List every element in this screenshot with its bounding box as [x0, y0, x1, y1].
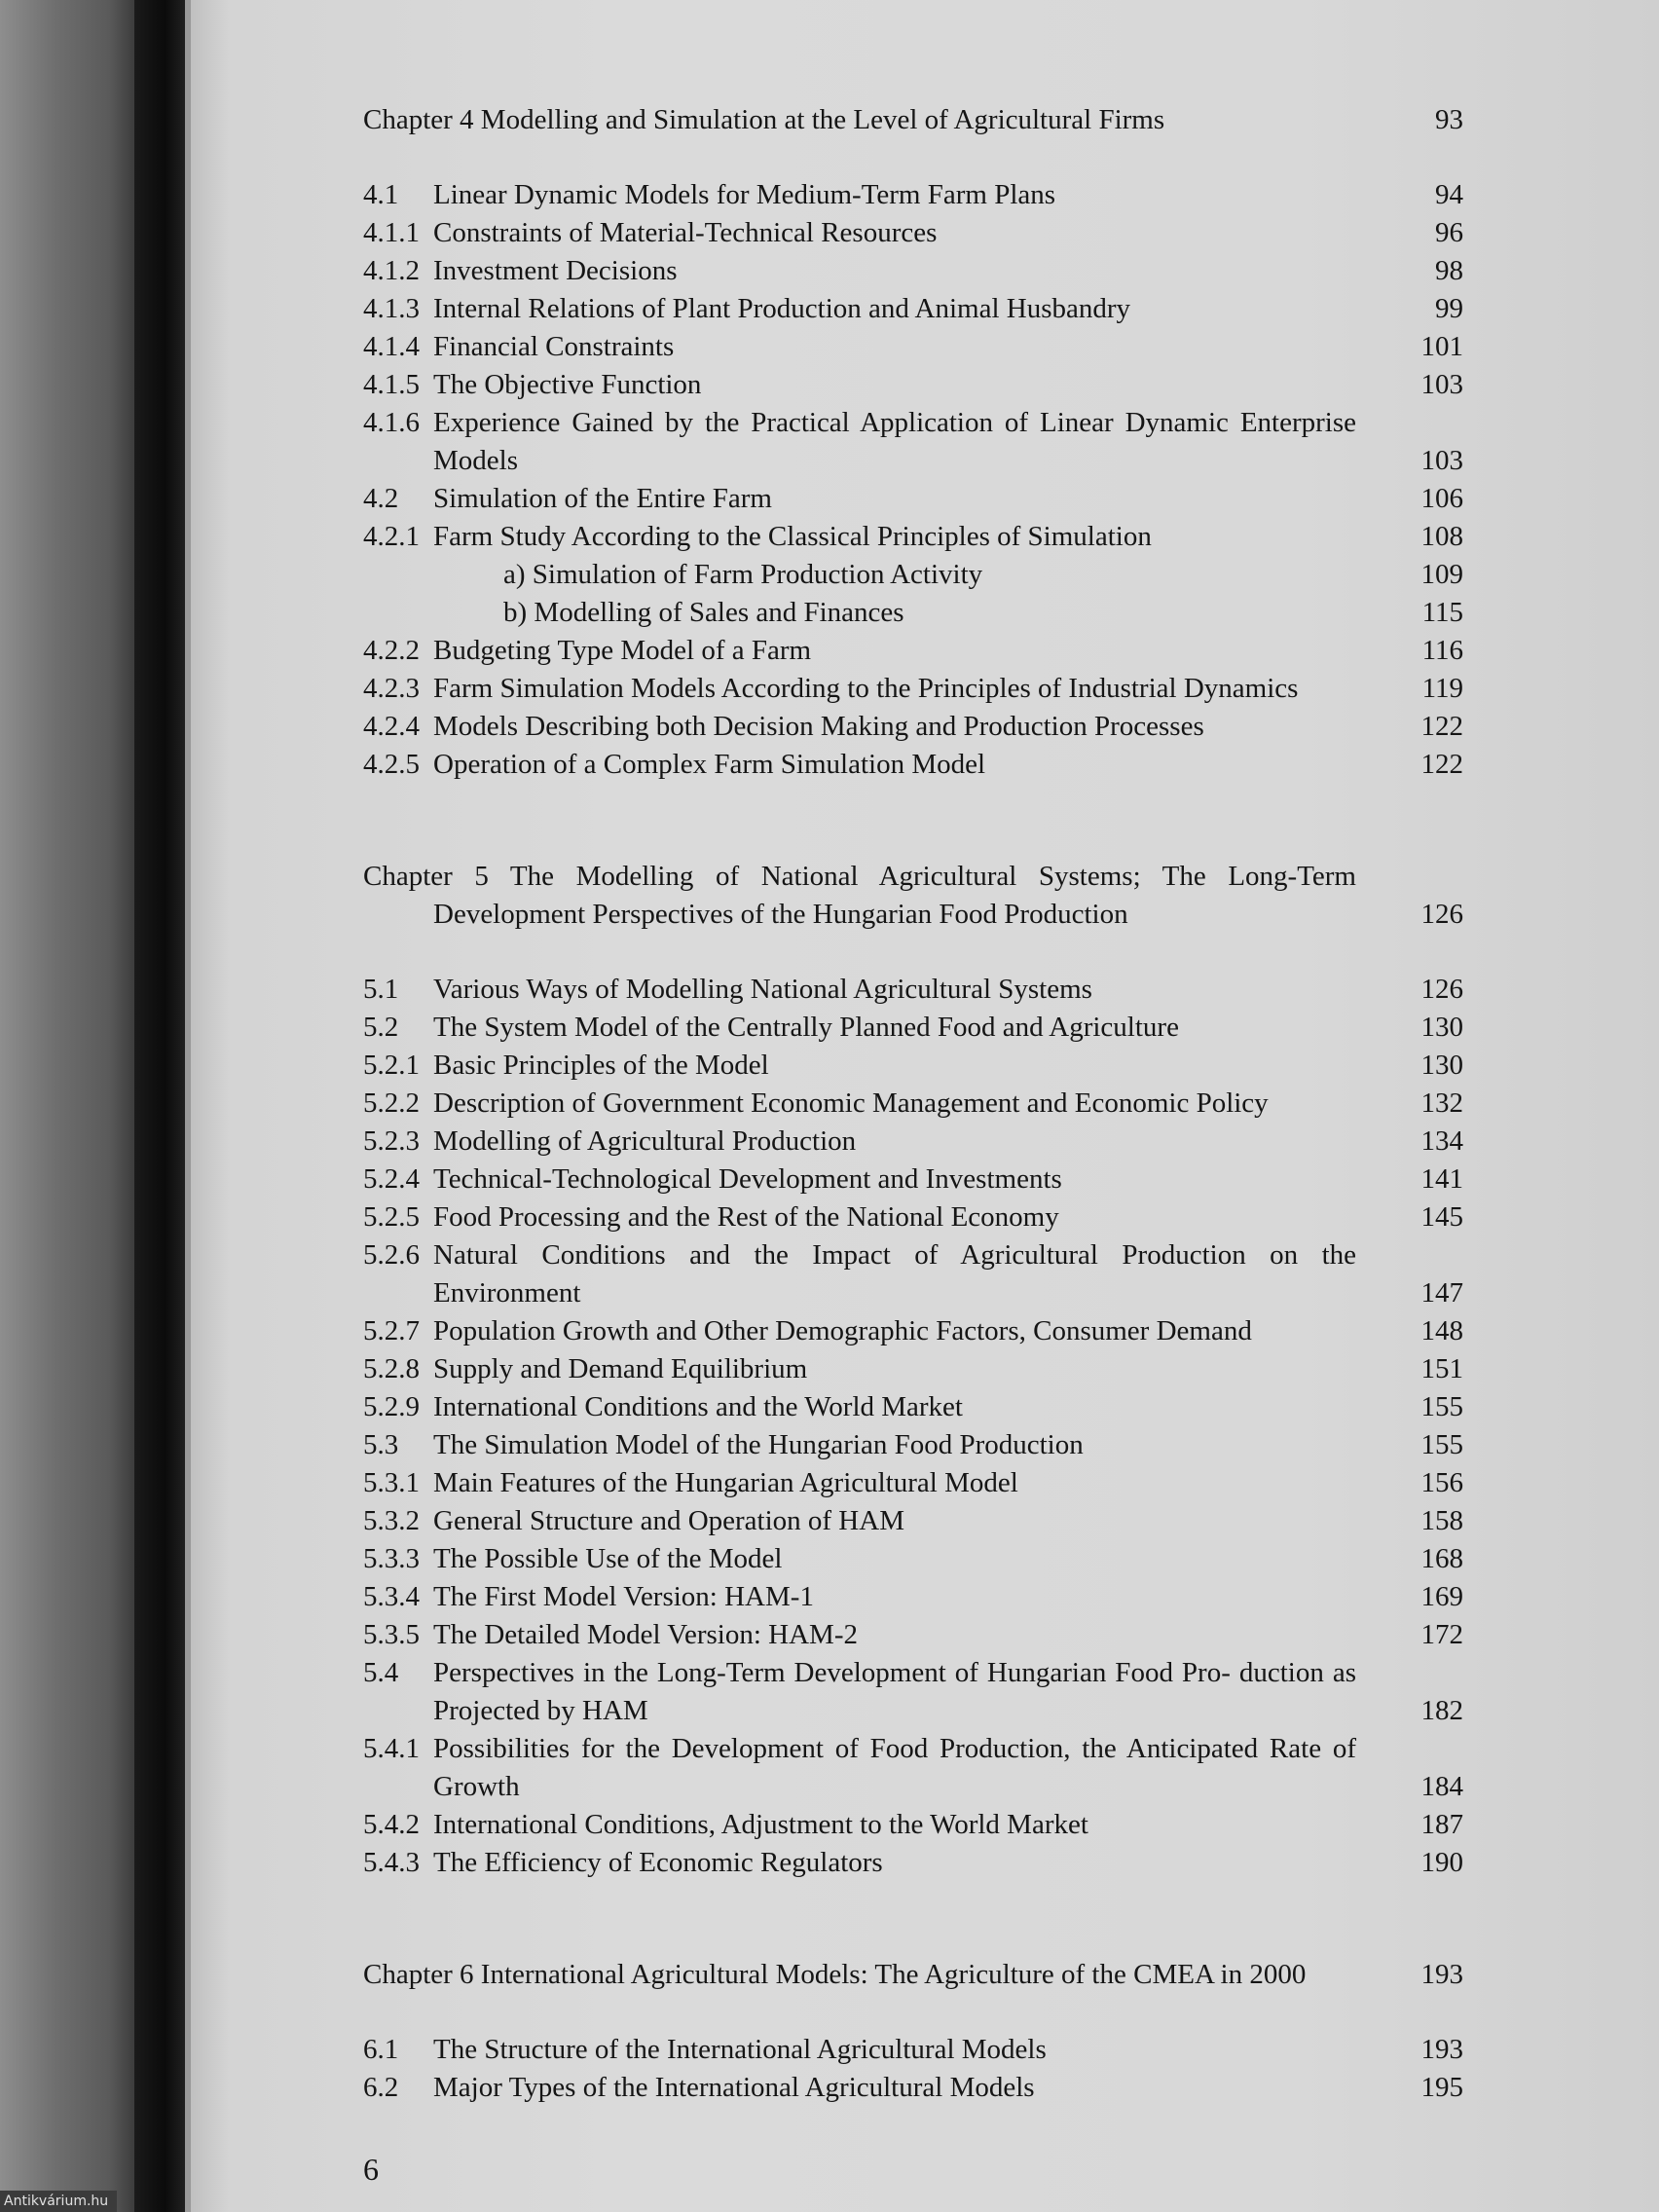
section-number: 5.4.2 — [363, 1809, 420, 1840]
section-title: Experience Gained by the Practical Application of Linear Dynamic Enterprise Models — [433, 407, 1356, 476]
section-number: 4.1.5 — [363, 369, 420, 400]
toc-entry — [363, 1198, 1463, 1236]
section-title: Main Features of the Hungarian Agricultural Model — [433, 1467, 1018, 1498]
section-page: 99 — [1435, 293, 1463, 324]
section-number: 4.2.1 — [363, 521, 420, 552]
section-title: The Structure of the International Agricultural Models — [433, 2034, 1047, 2065]
section-page: 130 — [1420, 1050, 1463, 1081]
section-page: 96 — [1435, 217, 1463, 248]
section-number: 5.2.3 — [363, 1125, 420, 1157]
toc-entry — [363, 594, 1463, 632]
section-title: The Simulation Model of the Hungarian Food Production — [433, 1429, 1084, 1460]
section-page: 116 — [1421, 635, 1463, 666]
toc-entry — [363, 1730, 1463, 1806]
section-page: 148 — [1420, 1315, 1463, 1346]
toc-entry — [363, 1312, 1463, 1350]
section-title: The First Model Version: HAM-1 — [433, 1581, 814, 1612]
section-number: 5.1 — [363, 974, 399, 1005]
section-page: 172 — [1420, 1619, 1463, 1650]
section-number: 4.2.3 — [363, 673, 420, 704]
section-page: 122 — [1420, 749, 1463, 780]
section-title: Internal Relations of Plant Production and Animal Husbandry — [433, 293, 1131, 324]
section-page: 158 — [1420, 1505, 1463, 1536]
toc-entry — [363, 1654, 1463, 1730]
section-title: a) Simulation of Farm Production Activity — [503, 559, 983, 590]
section-number: 4.2 — [363, 483, 399, 514]
toc-entry — [363, 1616, 1463, 1654]
section-title: International Conditions and the World Market — [433, 1391, 963, 1422]
section-number: 5.2.2 — [363, 1088, 420, 1119]
section-page: 145 — [1420, 1201, 1463, 1233]
section-number: 5.4 — [363, 1657, 399, 1688]
toc-entry — [363, 176, 1463, 214]
toc-entry — [363, 746, 1463, 784]
toc-entry — [363, 1806, 1463, 1844]
section-title: Linear Dynamic Models for Medium-Term Farm Plans — [433, 179, 1056, 210]
toc-entry — [363, 670, 1463, 708]
section-page: 155 — [1420, 1391, 1463, 1422]
section-number: 5.2.6 — [363, 1239, 420, 1271]
section-title: International Conditions, Adjustment to the World Market — [433, 1809, 1088, 1840]
section-number: 5.3.1 — [363, 1467, 420, 1498]
section-page: 126 — [1420, 974, 1463, 1005]
section-title: Constraints of Material-Technical Resources — [433, 217, 938, 248]
section-number: 5.4.1 — [363, 1733, 420, 1764]
section-page: 115 — [1421, 597, 1463, 628]
section-page: 195 — [1420, 2072, 1463, 2103]
section-title: Perspectives in the Long-Term Development of Hungarian Food Pro- duction as Projected by HAM — [433, 1657, 1356, 1726]
toc-entry — [363, 2069, 1463, 2107]
toc-entry — [363, 708, 1463, 746]
section-title: General Structure and Operation of HAM — [433, 1505, 904, 1536]
section-page: 130 — [1420, 1012, 1463, 1043]
section-page: 151 — [1420, 1353, 1463, 1384]
section-title: Description of Government Economic Management and Economic Policy — [433, 1088, 1269, 1119]
toc-entry — [363, 2031, 1463, 2069]
section-number: 4.2.5 — [363, 749, 420, 780]
toc-entry — [363, 1502, 1463, 1540]
toc-entry — [363, 214, 1463, 252]
section-number: 6.2 — [363, 2072, 399, 2103]
section-number: 5.3.4 — [363, 1581, 420, 1612]
chapter-title: Chapter 6 International Agricultural Models: The Agriculture of the CMEA in 2000 — [363, 1959, 1307, 1990]
section-title: The System Model of the Centrally Planned Food and Agriculture — [433, 1012, 1179, 1043]
chapter-4-entries — [363, 176, 1463, 784]
binding-shadow — [0, 0, 136, 2212]
chapter-title-line2: Development Perspectives of the Hungarian Food Production — [433, 899, 1128, 930]
section-page: 134 — [1420, 1125, 1463, 1157]
toc-entry — [363, 1161, 1463, 1198]
section-page: 132 — [1420, 1088, 1463, 1119]
section-page: 98 — [1435, 255, 1463, 286]
section-page: 122 — [1420, 711, 1463, 742]
toc-entry — [363, 290, 1463, 328]
section-title: b) Modelling of Sales and Finances — [503, 597, 904, 628]
binding-gutter — [134, 0, 185, 2212]
section-number: 4.1 — [363, 179, 399, 210]
toc-entry — [363, 518, 1463, 556]
section-page: 106 — [1420, 483, 1463, 514]
section-number: 6.1 — [363, 2034, 399, 2065]
section-page: 103 — [1420, 369, 1463, 400]
section-number: 5.3.2 — [363, 1505, 420, 1536]
toc-entry — [363, 1540, 1463, 1578]
page-number: 6 — [363, 2152, 379, 2187]
toc-entry — [363, 1426, 1463, 1464]
section-title: Supply and Demand Equilibrium — [433, 1353, 808, 1384]
section-number: 5.4.3 — [363, 1847, 420, 1878]
section-title: Operation of a Complex Farm Simulation Model — [433, 749, 986, 780]
section-title: Food Processing and the Rest of the National Economy — [433, 1201, 1059, 1233]
page-edge — [185, 0, 191, 2212]
section-page: 103 — [1420, 445, 1463, 476]
chapter-page: 126 — [1420, 899, 1463, 930]
section-number: 4.1.2 — [363, 255, 420, 286]
section-number: 4.1.6 — [363, 407, 420, 438]
section-number: 5.3.5 — [363, 1619, 420, 1650]
toc-entry — [363, 1844, 1463, 1882]
section-title: Major Types of the International Agricultural Models — [433, 2072, 1035, 2103]
toc-entry — [363, 252, 1463, 290]
toc-entry — [363, 1236, 1463, 1312]
chapter-4-heading — [363, 101, 1463, 139]
section-number: 4.1.3 — [363, 293, 420, 324]
chapter-page: 193 — [1420, 1959, 1463, 1990]
section-number: 5.2.8 — [363, 1353, 420, 1384]
section-title: Models Describing both Decision Making and Production Processes — [433, 711, 1204, 742]
toc-entry — [363, 328, 1463, 366]
chapter-6-heading — [363, 1956, 1463, 1994]
section-number: 5.3.3 — [363, 1543, 420, 1574]
section-page: 156 — [1420, 1467, 1463, 1498]
toc-entry — [363, 1464, 1463, 1502]
section-page: 190 — [1420, 1847, 1463, 1878]
section-number: 4.2.2 — [363, 635, 420, 666]
section-title: Farm Simulation Models According to the Principles of Industrial Dynamics — [433, 673, 1299, 704]
section-page: 168 — [1420, 1543, 1463, 1574]
chapter-title-line1: Chapter 5 The Modelling of National Agricultural Systems; The Long-Term — [363, 861, 1356, 892]
toc-entry — [363, 1009, 1463, 1047]
section-title: The Objective Function — [433, 369, 702, 400]
watermark: Antikvárium.hu — [0, 2191, 117, 2212]
toc-entry — [363, 971, 1463, 1009]
section-title: Budgeting Type Model of a Farm — [433, 635, 812, 666]
chapter-5-entries — [363, 971, 1463, 1882]
section-page: 94 — [1435, 179, 1463, 210]
section-title: Basic Principles of the Model — [433, 1050, 769, 1081]
section-page: 184 — [1420, 1771, 1463, 1802]
section-page: 101 — [1420, 331, 1463, 362]
section-title: Financial Constraints — [433, 331, 675, 362]
section-page: 147 — [1420, 1277, 1463, 1309]
section-number: 5.2.1 — [363, 1050, 420, 1081]
section-number: 5.2.7 — [363, 1315, 420, 1346]
section-number: 4.1.4 — [363, 331, 420, 362]
section-page: 193 — [1420, 2034, 1463, 2065]
section-title: The Detailed Model Version: HAM-2 — [433, 1619, 858, 1650]
section-title: Possibilities for the Development of Food Production, the Anticipated Rate of Growth — [433, 1733, 1356, 1802]
section-page: 155 — [1420, 1429, 1463, 1460]
toc-entry — [363, 1350, 1463, 1388]
section-page: 182 — [1420, 1695, 1463, 1726]
section-page: 169 — [1420, 1581, 1463, 1612]
toc-entry — [363, 1388, 1463, 1426]
section-title: The Efficiency of Economic Regulators — [433, 1847, 883, 1878]
toc-entry — [363, 404, 1463, 480]
section-title: Natural Conditions and the Impact of Agricultural Production on the Environment — [433, 1239, 1356, 1309]
section-number: 5.2.5 — [363, 1201, 420, 1233]
section-title: Population Growth and Other Demographic Factors, Consumer Demand — [433, 1315, 1252, 1346]
section-number: 5.2 — [363, 1012, 399, 1043]
section-number: 5.2.9 — [363, 1391, 420, 1422]
table-of-contents — [363, 101, 1463, 2107]
chapter-page: 93 — [1435, 104, 1463, 135]
section-title: Modelling of Agricultural Production — [433, 1125, 857, 1157]
toc-entry — [363, 480, 1463, 518]
toc-entry — [363, 1047, 1463, 1085]
section-page: 108 — [1420, 521, 1463, 552]
chapter-6-entries — [363, 2031, 1463, 2107]
section-number: 5.2.4 — [363, 1163, 420, 1195]
chapter-title: Chapter 4 Modelling and Simulation at the Level of Agricultural Firms — [363, 104, 1165, 135]
chapter-5-heading — [363, 858, 1463, 934]
section-number: 5.3 — [363, 1429, 399, 1460]
toc-entry — [363, 1085, 1463, 1123]
section-title: Technical-Technological Development and Investments — [433, 1163, 1062, 1195]
toc-entry — [363, 556, 1463, 594]
toc-entry — [363, 632, 1463, 670]
section-title: The Possible Use of the Model — [433, 1543, 783, 1574]
section-title: Simulation of the Entire Farm — [433, 483, 772, 514]
section-page: 141 — [1420, 1163, 1463, 1195]
toc-entry — [363, 1123, 1463, 1161]
toc-entry — [363, 1578, 1463, 1616]
section-title: Farm Study According to the Classical Principles of Simulation — [433, 521, 1152, 552]
section-page: 119 — [1421, 673, 1463, 704]
toc-entry — [363, 366, 1463, 404]
section-page: 187 — [1420, 1809, 1463, 1840]
section-title: Various Ways of Modelling National Agricultural Systems — [433, 974, 1092, 1005]
section-title: Investment Decisions — [433, 255, 678, 286]
section-number: 4.1.1 — [363, 217, 420, 248]
section-page: 109 — [1420, 559, 1463, 590]
section-number: 4.2.4 — [363, 711, 420, 742]
